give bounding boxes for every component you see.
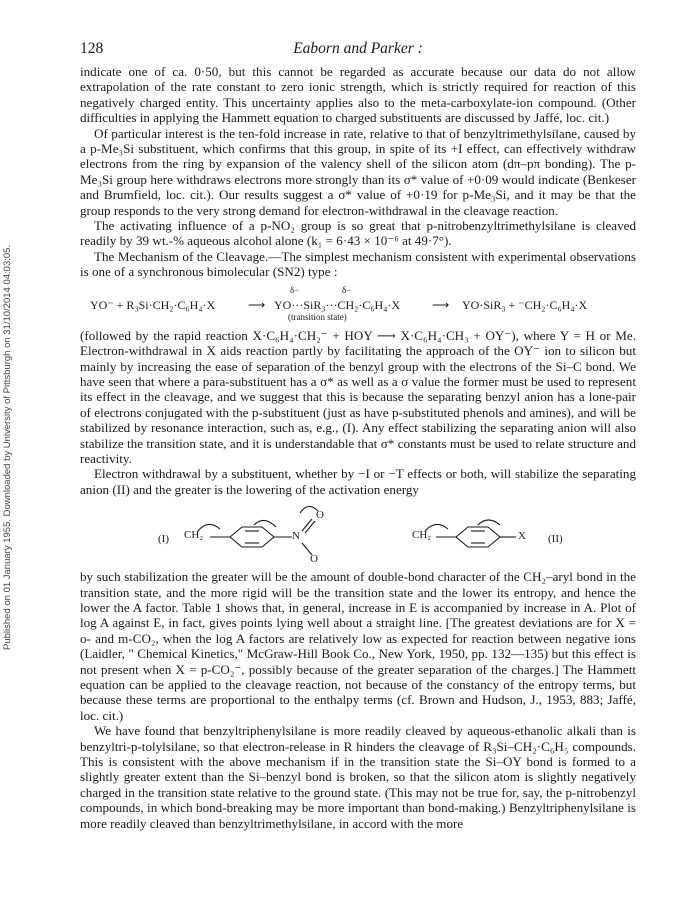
ch2-group-I: CH₂ — [184, 529, 204, 542]
curved-arrow — [254, 521, 276, 528]
substituent-x: X — [518, 530, 526, 543]
delta-minus-left: δ− — [290, 284, 300, 295]
benzene-ring-I — [230, 527, 274, 547]
paragraph: We have found that benzyltriphenylsilane is more readily cleaved by aqueous-ethanolic alkali than is benzyltri-p-tolylsilane, so that electron-release in R hinders the cleavage of R₃Si–CH₂·C₆H₅ compounds. This is consistent with the above mechanism if in the transition state the Si–OY bond is formed to a slightly greater extent than the Si–benzyl bond is broken, so that the silicon atom is slightly negatively charged in the transition state relative to the ground state. (This may not be true for, say, the p-nitrobenzyl compounds, in which bond-breaking may be more important than bond-making.) Benzyltriphenylsilane is more readily cleaved than benzyltrimethylsilane, in accord with the more — [80, 723, 636, 831]
journal-page — [80, 40, 636, 831]
benzene-ring-II — [456, 527, 500, 547]
structure-label-I: (I) — [158, 533, 169, 546]
equation-reactants: YO⁻ + R₃Si·CH₂·C₆H₄·X — [90, 297, 216, 312]
paragraph: (followed by the rapid reaction X·C₆H₄·CH₂⁻ + HOY ⟶ X·C₆H₄·CH₃ + OY⁻), where Y = H or Me. Electron-withdrawal in X aids reaction partly by facilitating the approach of the OY⁻ ion to silicon but mainly by increasing the ease of separation of the benzyl group with the electrons of the Si–C bond. We have seen that where a para-substituent has a σ* as well as a σ value the former must be used to represent its effect in the cleavage, and we suggest that this is because the separating benzyl anion has a lone-pair of electrons conjugated with the p-substituent (just as have p-substituted phenols and amines), and will be stabilized by resonance interaction, such as, e.g., (I). Any effect stabilizing the separating anion will also stabilize the transition state, and it is understandable that σ* constants must be used to relate structure and reactivity. — [80, 327, 636, 466]
equation-products: YO·SiR₃ + ⁻CH₂·C₆H₄·X — [462, 297, 588, 312]
curved-arrow — [478, 520, 500, 525]
oxygen-atom-top: O — [316, 509, 324, 522]
page-number: 128 — [80, 40, 104, 57]
equation-transition-state: YO···SiR₃···CH₂·C₆H₄·X — [274, 297, 401, 312]
transition-state-label: (transition state) — [288, 311, 347, 322]
running-head: Eaborn and Parker : — [293, 40, 423, 57]
paragraph: Of particular interest is the ten-fold increase in rate, relative to that of benzyltrimethylsilane, caused by a p-Me₃Si substituent, which confirms that this group, in spite of its +I effect, can effectively withdraw electrons from the ring by expansion of the valency shell of the silicon atom (dπ–pπ bonding). The p-Me₃Si group here withdraws electrons more strongly than its σ* value of +0·09 would indicate (Benkeser and Brumfield, loc. cit.). Our results suggest a σ* value of +0·19 for p-Me₃Si, and it may be that the group responds to the very strong demand for electron-withdrawal in the cleavage reaction. — [80, 125, 636, 218]
nitrogen-atom: N — [292, 530, 300, 543]
delta-minus-right: δ− — [342, 284, 352, 295]
page-header — [80, 40, 636, 62]
download-notice: Published on 01 January 1955. Downloaded by University of Pittsburgh on 31/10/2014 04:03:05. — [2, 244, 13, 650]
paragraph: Electron withdrawal by a substituent, whether by −I or −T effects or both, will stabilize the separating anion (II) and the greater is the lowering of the activation energy — [80, 466, 636, 497]
body-text-mid — [80, 328, 636, 497]
reaction-arrow: ⟶ — [248, 297, 266, 312]
reaction-equation — [80, 282, 636, 326]
body-text-bottom — [80, 569, 636, 831]
reaction-arrow: ⟶ — [432, 297, 450, 312]
resonance-structures — [80, 497, 636, 567]
paragraph: by such stabilization the greater will be the amount of double-bond character of the CH₂–aryl bond in the transition state, and the more rigid will be the transition state and the lower its entropy, and hence the lower the A factor. Table 1 shows that, in general, increase in E is accompanied by increase in A. Plot of log A against E, in fact, gives points lying well about a straight line. [The greatest deviations are for X = o- and m-CO₂, when the log A factors are relatively low as expected for reaction between negative ions (Laidler, " Chemical Kinetics," McGraw-Hill Book Co., New York, 1950, pp. 132—135) but this effect is not present when X = p-CO₂⁻, possibly because of the greater separation of the charges.] The Hammett equation can be applied to the cleavage reaction, not because of the constancy of the entropy terms, but because these terms are proportional to the enthalpy terms (cf. Brown and Hudson, J., 1953, 883; Jaffé, loc. cit.) — [80, 569, 636, 723]
oxygen-atom-bottom: O — [310, 553, 318, 566]
paragraph: indicate one of ca. 0·50, but this cannot be regarded as accurate because our data do not allow extrapolation of the rate constant to zero ionic strength, which is strictly required for reaction of this negatively charged entity. This uncertainty applies also to the meta-carboxylate-ion compound. (Other difficulties in applying the Hammett equation to charged substituents are discussed by Jaffé, loc. cit.) — [80, 64, 636, 126]
ch2-group-II: CH₂ — [412, 529, 432, 542]
structure-label-II: (II) — [548, 533, 563, 546]
paragraph: The activating influence of a p-NO₂ group is so great that p-nitrobenzyltrimethylsilane is cleaved readily by 39 wt.-% aqueous alcohol alone (k₁ = 6·43 × 10⁻⁶ at 49·7°). — [80, 218, 636, 249]
paragraph: The Mechanism of the Cleavage.—The simplest mechanism consistent with experimental observations is one of a synchronous bimolecular (SN2) type : — [80, 248, 636, 280]
body-text-top — [80, 64, 636, 280]
structure-drawing — [80, 497, 636, 567]
